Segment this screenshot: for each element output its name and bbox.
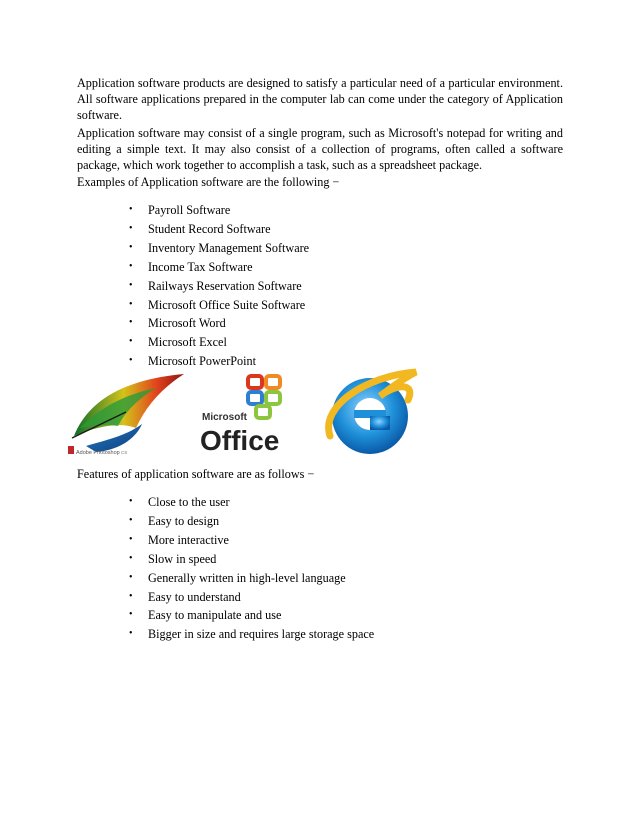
- photoshop-feather-icon: [66, 366, 194, 458]
- office-brand: Microsoft: [202, 412, 247, 423]
- bullet-icon: •: [129, 241, 133, 253]
- example-item-text: Microsoft Word: [148, 316, 226, 331]
- example-item: [129, 314, 309, 333]
- example-item-text: Microsoft Excel: [148, 335, 227, 350]
- example-item-text: Income Tax Software: [148, 259, 253, 274]
- feature-item: [129, 569, 374, 588]
- example-item: [129, 201, 309, 220]
- feature-item-text: Slow in speed: [148, 551, 217, 566]
- bullet-icon: •: [129, 496, 133, 507]
- feature-item: [129, 606, 374, 625]
- example-item-text: Payroll Software: [148, 203, 231, 217]
- bullet-icon: •: [129, 298, 133, 310]
- example-item: [129, 258, 309, 277]
- feature-item-text: Easy to understand: [148, 589, 241, 604]
- bullet-icon: •: [129, 204, 133, 215]
- features-heading: Features of application software are as follows −: [77, 467, 315, 481]
- example-item-text: Railways Reservation Software: [148, 278, 302, 293]
- bullet-icon: •: [129, 222, 133, 234]
- example-item: [129, 333, 309, 352]
- feature-item-text: Easy to manipulate and use: [148, 608, 282, 623]
- bullet-icon: •: [129, 552, 133, 564]
- feature-item-text: Close to the user: [148, 495, 230, 509]
- feature-item: [129, 625, 374, 644]
- feature-item-text: Easy to design: [148, 513, 220, 528]
- example-item: [129, 220, 309, 239]
- photoshop-version: CS: [121, 450, 128, 455]
- bullet-icon: •: [129, 336, 133, 348]
- software-logos: [66, 366, 426, 460]
- feature-item: [129, 493, 374, 512]
- bullet-icon: •: [129, 609, 133, 621]
- example-item: [129, 296, 309, 315]
- feature-item-text: More interactive: [148, 532, 229, 547]
- intro-paragraph: Application software products are designed to satisfy a particular need of a particular environment. All software applications prepared in the computer lab can come under the category of Application software.: [77, 76, 563, 122]
- bullet-icon: •: [129, 514, 133, 526]
- examples-heading: Examples of Application software are the following −: [77, 175, 340, 189]
- bullet-icon: •: [129, 571, 133, 583]
- bullet-icon: •: [129, 317, 133, 329]
- bullet-icon: •: [129, 628, 133, 640]
- example-item-text: Inventory Management Software: [148, 240, 310, 255]
- photoshop-caption: Adobe Photoshop: [76, 450, 120, 456]
- internet-explorer-icon: [316, 366, 424, 460]
- bullet-icon: •: [129, 590, 133, 602]
- features-list: [129, 493, 374, 644]
- bullet-icon: •: [129, 533, 133, 545]
- feature-item-text: Generally written in high-level language: [148, 570, 346, 585]
- examples-list: [129, 201, 309, 371]
- feature-item: [129, 550, 374, 569]
- example-item-text: Microsoft Office Suite Software: [148, 297, 306, 312]
- definition-paragraph: Application software may consist of a single program, such as Microsoft's notepad for writing and editing a simple text. It may also consist of a collection of programs, often called a software package, which work together to accomplish a task, such as a spreadsheet package.: [77, 126, 563, 172]
- feature-item: [129, 531, 374, 550]
- example-item-text: Microsoft PowerPoint: [148, 354, 256, 369]
- example-item: [129, 239, 309, 258]
- bullet-icon: •: [129, 260, 133, 272]
- bullet-icon: •: [129, 355, 133, 367]
- feature-item: [129, 512, 374, 531]
- bullet-icon: •: [129, 279, 133, 291]
- feature-item-text: Bigger in size and requires large storage space: [148, 627, 375, 642]
- office-word: Office: [200, 425, 280, 456]
- example-item: [129, 277, 309, 296]
- example-item-text: Student Record Software: [148, 221, 271, 236]
- feature-item: [129, 588, 374, 607]
- microsoft-office-icon: [196, 370, 308, 456]
